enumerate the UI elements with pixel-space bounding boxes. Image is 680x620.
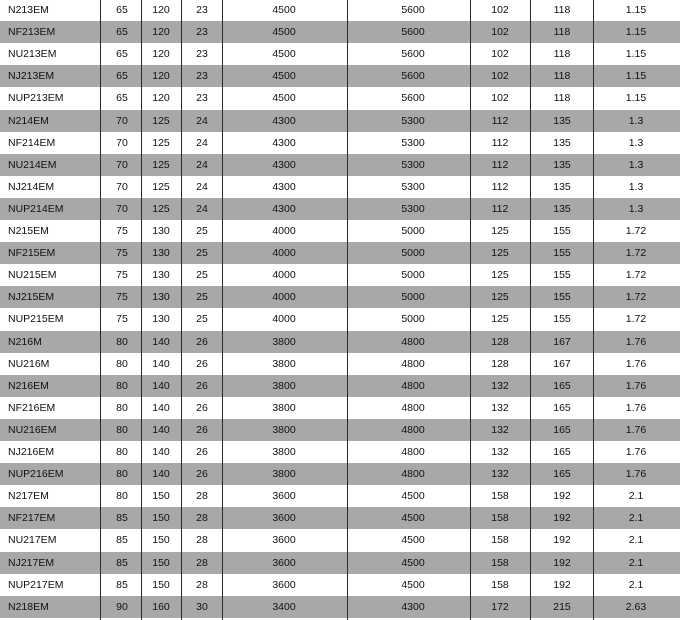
static-load-cell: 155 xyxy=(553,291,571,304)
width-cell: 26 xyxy=(196,335,208,348)
column-divider xyxy=(593,0,594,620)
table-row xyxy=(0,308,680,330)
width-cell: 23 xyxy=(196,4,208,16)
model-cell: NJ217EM xyxy=(8,556,55,569)
bore-cell: 65 xyxy=(116,92,128,105)
width-cell: 23 xyxy=(196,48,208,61)
table-row xyxy=(0,353,680,375)
dynamic-load-cell: 132 xyxy=(491,446,509,458)
dynamic-load-cell: 128 xyxy=(491,335,509,348)
table-row xyxy=(0,110,680,132)
table-row xyxy=(0,463,680,485)
model-cell: NUP213EM xyxy=(8,92,64,105)
dynamic-load-cell: 132 xyxy=(491,379,509,392)
bore-cell: 75 xyxy=(116,247,128,260)
column-divider xyxy=(100,0,101,620)
oil-speed-cell: 5600 xyxy=(401,4,425,16)
outer-diameter-cell: 150 xyxy=(152,556,170,569)
table-row xyxy=(0,198,680,220)
bore-cell: 85 xyxy=(116,556,128,569)
weight-cell: 2.1 xyxy=(628,512,644,525)
model-cell: NU217EM xyxy=(8,534,57,547)
weight-cell: 1.3 xyxy=(628,136,644,149)
model-cell: N217EM xyxy=(8,490,49,503)
grease-speed-cell: 3600 xyxy=(272,490,296,503)
outer-diameter-cell: 125 xyxy=(152,136,170,149)
table-row xyxy=(0,397,680,419)
table-row xyxy=(0,65,680,87)
grease-speed-cell: 3800 xyxy=(272,357,296,370)
model-cell: NJ215EM xyxy=(8,291,55,304)
outer-diameter-cell: 125 xyxy=(152,158,170,171)
bore-cell: 70 xyxy=(116,136,128,149)
static-load-cell: 118 xyxy=(553,48,571,61)
table-row xyxy=(0,441,680,463)
bore-cell: 75 xyxy=(116,291,128,304)
grease-speed-cell: 3600 xyxy=(272,578,296,591)
bore-cell: 70 xyxy=(116,202,128,215)
width-cell: 23 xyxy=(196,26,208,39)
model-cell: N214EM xyxy=(8,114,49,127)
outer-diameter-cell: 125 xyxy=(152,114,170,127)
static-load-cell: 167 xyxy=(553,357,571,370)
weight-cell: 1.76 xyxy=(625,468,647,481)
width-cell: 24 xyxy=(196,180,208,193)
grease-speed-cell: 4500 xyxy=(272,4,296,16)
table-row xyxy=(0,574,680,596)
dynamic-load-cell: 112 xyxy=(491,136,509,149)
width-cell: 26 xyxy=(196,401,208,414)
oil-speed-cell: 5300 xyxy=(401,114,425,127)
bore-cell: 80 xyxy=(116,423,128,436)
weight-cell: 2.1 xyxy=(628,490,644,503)
bore-cell: 75 xyxy=(116,225,128,237)
weight-cell: 1.72 xyxy=(625,313,647,326)
outer-diameter-cell: 120 xyxy=(152,70,170,83)
dynamic-load-cell: 112 xyxy=(491,158,509,171)
weight-cell: 1.76 xyxy=(625,379,647,392)
static-load-cell: 192 xyxy=(553,578,571,591)
bore-cell: 80 xyxy=(116,335,128,348)
static-load-cell: 155 xyxy=(553,247,571,260)
width-cell: 24 xyxy=(196,158,208,171)
table-row xyxy=(0,154,680,176)
outer-diameter-cell: 150 xyxy=(152,512,170,525)
model-cell: NU216M xyxy=(8,357,50,370)
model-cell: NU215EM xyxy=(8,269,57,282)
static-load-cell: 192 xyxy=(553,534,571,547)
width-cell: 25 xyxy=(196,269,208,282)
dynamic-load-cell: 128 xyxy=(491,357,509,370)
static-load-cell: 165 xyxy=(553,423,571,436)
width-cell: 26 xyxy=(196,468,208,481)
weight-cell: 2.1 xyxy=(628,534,644,547)
weight-cell: 2.63 xyxy=(625,600,647,613)
model-cell: NJ214EM xyxy=(8,180,55,193)
table-row xyxy=(0,529,680,551)
bore-cell: 85 xyxy=(116,534,128,547)
oil-speed-cell: 5300 xyxy=(401,180,425,193)
bore-cell: 65 xyxy=(116,70,128,83)
outer-diameter-cell: 140 xyxy=(152,335,170,348)
model-cell: NUP214EM xyxy=(8,202,64,215)
grease-speed-cell: 4500 xyxy=(272,48,296,61)
width-cell: 24 xyxy=(196,136,208,149)
static-load-cell: 118 xyxy=(553,4,571,16)
model-cell: N218EM xyxy=(8,600,49,613)
oil-speed-cell: 5600 xyxy=(401,48,425,61)
grease-speed-cell: 4300 xyxy=(272,136,296,149)
grease-speed-cell: 4000 xyxy=(272,291,296,304)
table-row xyxy=(0,552,680,574)
grease-speed-cell: 4300 xyxy=(272,180,296,193)
oil-speed-cell: 5000 xyxy=(401,269,425,282)
bore-cell: 85 xyxy=(116,578,128,591)
weight-cell: 1.76 xyxy=(625,335,647,348)
model-cell: NU216EM xyxy=(8,423,57,436)
model-cell: NF214EM xyxy=(8,136,56,149)
grease-speed-cell: 3600 xyxy=(272,512,296,525)
table-row xyxy=(0,507,680,529)
static-load-cell: 118 xyxy=(553,92,571,105)
weight-cell: 1.3 xyxy=(628,158,644,171)
outer-diameter-cell: 140 xyxy=(152,401,170,414)
static-load-cell: 118 xyxy=(553,26,571,39)
grease-speed-cell: 4000 xyxy=(272,247,296,260)
model-cell: NUP217EM xyxy=(8,578,64,591)
grease-speed-cell: 3600 xyxy=(272,534,296,547)
dynamic-load-cell: 132 xyxy=(491,423,509,436)
outer-diameter-cell: 140 xyxy=(152,357,170,370)
model-cell: NJ213EM xyxy=(8,70,55,83)
table-row xyxy=(0,596,680,618)
outer-diameter-cell: 140 xyxy=(152,379,170,392)
outer-diameter-cell: 120 xyxy=(152,26,170,39)
oil-speed-cell: 4500 xyxy=(401,578,425,591)
grease-speed-cell: 3800 xyxy=(272,468,296,481)
model-cell: NF216EM xyxy=(8,401,56,414)
dynamic-load-cell: 125 xyxy=(491,247,509,260)
width-cell: 26 xyxy=(196,446,208,458)
column-divider xyxy=(347,0,348,620)
width-cell: 28 xyxy=(196,556,208,569)
weight-cell: 1.76 xyxy=(625,401,647,414)
column-divider xyxy=(181,0,182,620)
static-load-cell: 165 xyxy=(553,401,571,414)
dynamic-load-cell: 102 xyxy=(491,26,509,39)
width-cell: 25 xyxy=(196,313,208,326)
oil-speed-cell: 4800 xyxy=(401,423,425,436)
width-cell: 28 xyxy=(196,490,208,503)
static-load-cell: 135 xyxy=(553,202,571,215)
bore-cell: 85 xyxy=(116,512,128,525)
grease-speed-cell: 3800 xyxy=(272,335,296,348)
width-cell: 24 xyxy=(196,202,208,215)
static-load-cell: 118 xyxy=(553,70,571,83)
outer-diameter-cell: 120 xyxy=(152,4,170,16)
dynamic-load-cell: 102 xyxy=(491,48,509,61)
dynamic-load-cell: 112 xyxy=(491,114,509,127)
oil-speed-cell: 4800 xyxy=(401,357,425,370)
static-load-cell: 165 xyxy=(553,379,571,392)
oil-speed-cell: 5600 xyxy=(401,92,425,105)
static-load-cell: 135 xyxy=(553,136,571,149)
oil-speed-cell: 5300 xyxy=(401,202,425,215)
weight-cell: 1.15 xyxy=(625,4,647,16)
width-cell: 28 xyxy=(196,512,208,525)
table-row xyxy=(0,419,680,441)
weight-cell: 1.76 xyxy=(625,423,647,436)
dynamic-load-cell: 158 xyxy=(491,490,509,503)
weight-cell: 1.3 xyxy=(628,180,644,193)
model-cell: NF213EM xyxy=(8,26,56,39)
table-row xyxy=(0,485,680,507)
static-load-cell: 192 xyxy=(553,490,571,503)
table-row xyxy=(0,176,680,198)
outer-diameter-cell: 140 xyxy=(152,468,170,481)
bore-cell: 70 xyxy=(116,180,128,193)
width-cell: 25 xyxy=(196,225,208,237)
grease-speed-cell: 4000 xyxy=(272,225,296,237)
oil-speed-cell: 4500 xyxy=(401,512,425,525)
outer-diameter-cell: 120 xyxy=(152,48,170,61)
column-divider xyxy=(530,0,531,620)
outer-diameter-cell: 150 xyxy=(152,534,170,547)
grease-speed-cell: 3800 xyxy=(272,401,296,414)
weight-cell: 1.72 xyxy=(625,291,647,304)
table-row xyxy=(0,87,680,109)
static-load-cell: 215 xyxy=(553,600,571,613)
table-row xyxy=(0,331,680,353)
column-divider xyxy=(141,0,142,620)
bore-cell: 80 xyxy=(116,401,128,414)
dynamic-load-cell: 102 xyxy=(491,92,509,105)
table-row xyxy=(0,43,680,65)
bore-cell: 90 xyxy=(116,600,128,613)
dynamic-load-cell: 112 xyxy=(491,180,509,193)
bore-cell: 80 xyxy=(116,490,128,503)
grease-speed-cell: 3800 xyxy=(272,423,296,436)
outer-diameter-cell: 160 xyxy=(152,600,170,613)
static-load-cell: 155 xyxy=(553,269,571,282)
static-load-cell: 165 xyxy=(553,468,571,481)
oil-speed-cell: 4500 xyxy=(401,490,425,503)
oil-speed-cell: 4300 xyxy=(401,600,425,613)
oil-speed-cell: 5000 xyxy=(401,291,425,304)
dynamic-load-cell: 172 xyxy=(491,600,509,613)
dynamic-load-cell: 125 xyxy=(491,225,509,237)
grease-speed-cell: 4300 xyxy=(272,158,296,171)
grease-speed-cell: 3800 xyxy=(272,379,296,392)
width-cell: 25 xyxy=(196,291,208,304)
width-cell: 25 xyxy=(196,247,208,260)
grease-speed-cell: 3800 xyxy=(272,446,296,458)
grease-speed-cell: 4500 xyxy=(272,92,296,105)
outer-diameter-cell: 130 xyxy=(152,269,170,282)
outer-diameter-cell: 130 xyxy=(152,247,170,260)
model-cell: NF217EM xyxy=(8,512,56,525)
bore-cell: 80 xyxy=(116,446,128,458)
bore-cell: 65 xyxy=(116,26,128,39)
outer-diameter-cell: 125 xyxy=(152,180,170,193)
table-row xyxy=(0,21,680,43)
width-cell: 23 xyxy=(196,92,208,105)
weight-cell: 1.76 xyxy=(625,357,647,370)
outer-diameter-cell: 130 xyxy=(152,291,170,304)
oil-speed-cell: 4800 xyxy=(401,401,425,414)
weight-cell: 1.15 xyxy=(625,70,647,83)
static-load-cell: 192 xyxy=(553,556,571,569)
model-cell: N216M xyxy=(8,335,42,348)
bore-cell: 65 xyxy=(116,48,128,61)
grease-speed-cell: 4000 xyxy=(272,269,296,282)
grease-speed-cell: 4500 xyxy=(272,70,296,83)
dynamic-load-cell: 158 xyxy=(491,578,509,591)
oil-speed-cell: 4800 xyxy=(401,446,425,458)
dynamic-load-cell: 102 xyxy=(491,4,509,16)
static-load-cell: 155 xyxy=(553,313,571,326)
width-cell: 26 xyxy=(196,357,208,370)
oil-speed-cell: 4800 xyxy=(401,335,425,348)
model-cell: N216EM xyxy=(8,379,49,392)
width-cell: 28 xyxy=(196,534,208,547)
outer-diameter-cell: 125 xyxy=(152,202,170,215)
oil-speed-cell: 4500 xyxy=(401,556,425,569)
outer-diameter-cell: 150 xyxy=(152,490,170,503)
static-load-cell: 165 xyxy=(553,446,571,458)
model-cell: NU213EM xyxy=(8,48,57,61)
model-cell: N213EM xyxy=(8,4,49,16)
dynamic-load-cell: 125 xyxy=(491,291,509,304)
weight-cell: 1.72 xyxy=(625,269,647,282)
static-load-cell: 167 xyxy=(553,335,571,348)
weight-cell: 1.76 xyxy=(625,446,647,458)
bore-cell: 80 xyxy=(116,468,128,481)
column-divider xyxy=(222,0,223,620)
model-cell: NUP215EM xyxy=(8,313,64,326)
width-cell: 30 xyxy=(196,600,208,613)
table-row xyxy=(0,132,680,154)
oil-speed-cell: 4800 xyxy=(401,379,425,392)
static-load-cell: 192 xyxy=(553,512,571,525)
dynamic-load-cell: 102 xyxy=(491,70,509,83)
outer-diameter-cell: 150 xyxy=(152,578,170,591)
weight-cell: 1.3 xyxy=(628,114,644,127)
width-cell: 26 xyxy=(196,379,208,392)
outer-diameter-cell: 140 xyxy=(152,446,170,458)
bore-cell: 75 xyxy=(116,269,128,282)
model-cell: NU214EM xyxy=(8,158,57,171)
bore-cell: 80 xyxy=(116,379,128,392)
grease-speed-cell: 4500 xyxy=(272,26,296,39)
table-row xyxy=(0,264,680,286)
weight-cell: 1.72 xyxy=(625,225,647,237)
weight-cell: 2.1 xyxy=(628,556,644,569)
oil-speed-cell: 4500 xyxy=(401,534,425,547)
bore-cell: 70 xyxy=(116,158,128,171)
grease-speed-cell: 4300 xyxy=(272,114,296,127)
weight-cell: 1.3 xyxy=(628,202,644,215)
static-load-cell: 135 xyxy=(553,114,571,127)
oil-speed-cell: 5600 xyxy=(401,26,425,39)
weight-cell: 1.15 xyxy=(625,48,647,61)
table-row xyxy=(0,220,680,242)
model-cell: NUP216EM xyxy=(8,468,64,481)
oil-speed-cell: 5600 xyxy=(401,70,425,83)
oil-speed-cell: 5000 xyxy=(401,313,425,326)
grease-speed-cell: 3600 xyxy=(272,556,296,569)
bore-cell: 70 xyxy=(116,114,128,127)
table-row xyxy=(0,242,680,264)
dynamic-load-cell: 112 xyxy=(491,202,509,215)
static-load-cell: 135 xyxy=(553,158,571,171)
dynamic-load-cell: 158 xyxy=(491,556,509,569)
weight-cell: 2.1 xyxy=(628,578,644,591)
width-cell: 28 xyxy=(196,578,208,591)
outer-diameter-cell: 130 xyxy=(152,313,170,326)
outer-diameter-cell: 130 xyxy=(152,225,170,237)
width-cell: 26 xyxy=(196,423,208,436)
static-load-cell: 155 xyxy=(553,225,571,237)
oil-speed-cell: 4800 xyxy=(401,468,425,481)
table-row xyxy=(0,375,680,397)
oil-speed-cell: 5300 xyxy=(401,136,425,149)
static-load-cell: 135 xyxy=(553,180,571,193)
oil-speed-cell: 5300 xyxy=(401,158,425,171)
table-row xyxy=(0,0,680,21)
oil-speed-cell: 5000 xyxy=(401,225,425,237)
outer-diameter-cell: 120 xyxy=(152,92,170,105)
grease-speed-cell: 4000 xyxy=(272,313,296,326)
column-divider xyxy=(470,0,471,620)
dynamic-load-cell: 132 xyxy=(491,401,509,414)
width-cell: 23 xyxy=(196,70,208,83)
dynamic-load-cell: 158 xyxy=(491,512,509,525)
grease-speed-cell: 3400 xyxy=(272,600,296,613)
bore-cell: 75 xyxy=(116,313,128,326)
model-cell: N215EM xyxy=(8,225,49,237)
dynamic-load-cell: 132 xyxy=(491,468,509,481)
outer-diameter-cell: 140 xyxy=(152,423,170,436)
weight-cell: 1.15 xyxy=(625,92,647,105)
width-cell: 24 xyxy=(196,114,208,127)
table-row xyxy=(0,286,680,308)
model-cell: NF215EM xyxy=(8,247,56,260)
dynamic-load-cell: 158 xyxy=(491,534,509,547)
bore-cell: 80 xyxy=(116,357,128,370)
weight-cell: 1.72 xyxy=(625,247,647,260)
grease-speed-cell: 4300 xyxy=(272,202,296,215)
dynamic-load-cell: 125 xyxy=(491,269,509,282)
bore-cell: 65 xyxy=(116,4,128,16)
oil-speed-cell: 5000 xyxy=(401,247,425,260)
weight-cell: 1.15 xyxy=(625,26,647,39)
dynamic-load-cell: 125 xyxy=(491,313,509,326)
model-cell: NJ216EM xyxy=(8,446,55,458)
